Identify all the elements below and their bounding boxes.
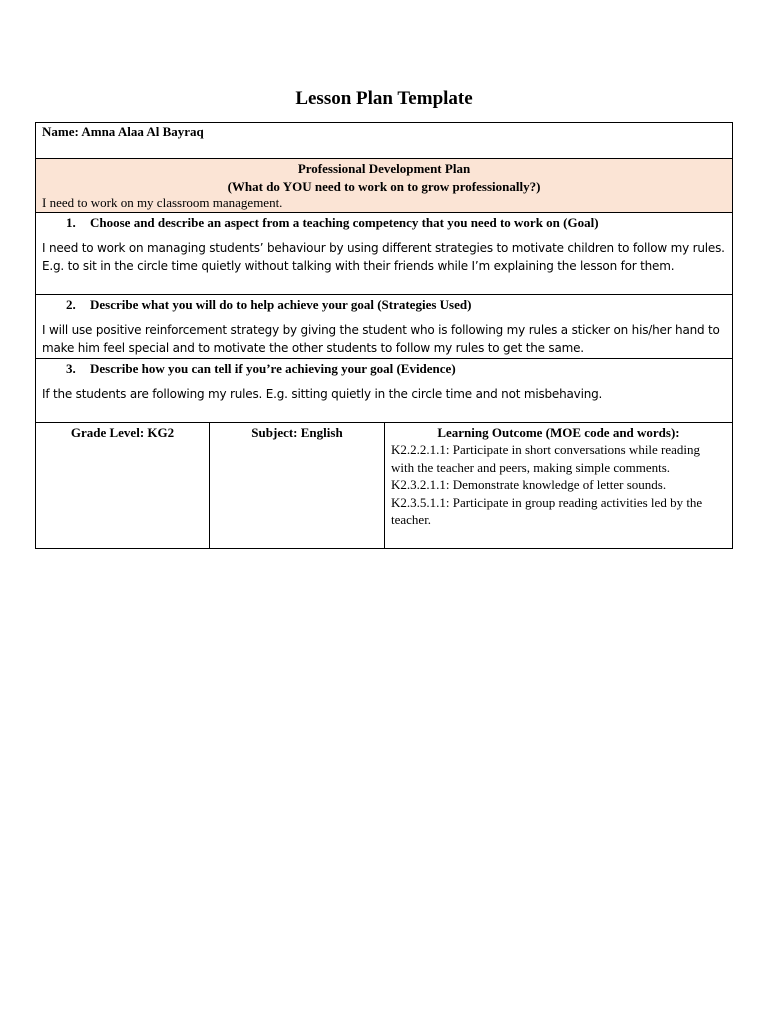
goal-prompt <box>42 213 726 231</box>
learning-outcome-item: K2.3.2.1.1: Demonstrate knowledge of letter sounds. <box>391 477 667 492</box>
goal-answer: I need to work on managing students’ behaviour by using different strategies to motivate children to follow my rules. E.g. to sit in the circle time quietly without talking with their friends while I’m explaining the lesson for them. <box>42 241 725 273</box>
page-title: Lesson Plan Template <box>295 88 473 109</box>
lesson-details-row <box>36 423 732 548</box>
subject: Subject: English <box>251 425 343 440</box>
subject-cell <box>210 423 385 548</box>
goal-prompt-text: Choose and describe an aspect from a teaching competency that you need to work on (Goal) <box>90 215 599 230</box>
pdp-text: I need to work on my classroom management. <box>42 195 283 210</box>
evidence-number: 3. <box>66 361 76 376</box>
name-label: Name: Amna Alaa Al Bayraq <box>42 124 204 139</box>
professional-development-plan-row <box>36 159 732 213</box>
goal-row <box>36 213 732 295</box>
strategies-row <box>36 295 732 359</box>
learning-outcome-cell <box>385 423 732 548</box>
strategies-prompt <box>42 295 726 313</box>
lesson-plan-table <box>35 122 733 549</box>
goal-number: 1. <box>66 215 76 230</box>
strategies-number: 2. <box>66 297 76 312</box>
strategies-prompt-text: Describe what you will do to help achieve your goal (Strategies Used) <box>90 297 472 312</box>
evidence-answer: If the students are following my rules. E.g. sitting quietly in the circle time and not misbehaving. <box>42 387 603 401</box>
evidence-prompt-text: Describe how you can tell if you’re achieving your goal (Evidence) <box>90 361 456 376</box>
evidence-row <box>36 359 732 423</box>
pdp-subheading: (What do YOU need to work on to grow professionally?) <box>227 179 541 194</box>
learning-outcome-heading: Learning Outcome (MOE code and words): <box>437 425 680 440</box>
grade-level-cell <box>36 423 210 548</box>
evidence-prompt <box>42 359 726 377</box>
name-row <box>36 123 732 159</box>
pdp-heading: Professional Development Plan <box>297 161 471 176</box>
strategies-answer: I will use positive reinforcement strategy by giving the student who is following my rules a sticker on his/her hand to make him feel special and to motivate the other students to follow my rules to get the same. <box>42 323 720 355</box>
grade-level: Grade Level: KG2 <box>70 425 175 440</box>
learning-outcome-item: K2.2.2.1.1: Participate in short conversations while reading with the teacher and peers, making simple comments. <box>391 442 701 475</box>
learning-outcome-item: K2.3.5.1.1: Participate in group reading activities led by the teacher. <box>391 494 703 527</box>
